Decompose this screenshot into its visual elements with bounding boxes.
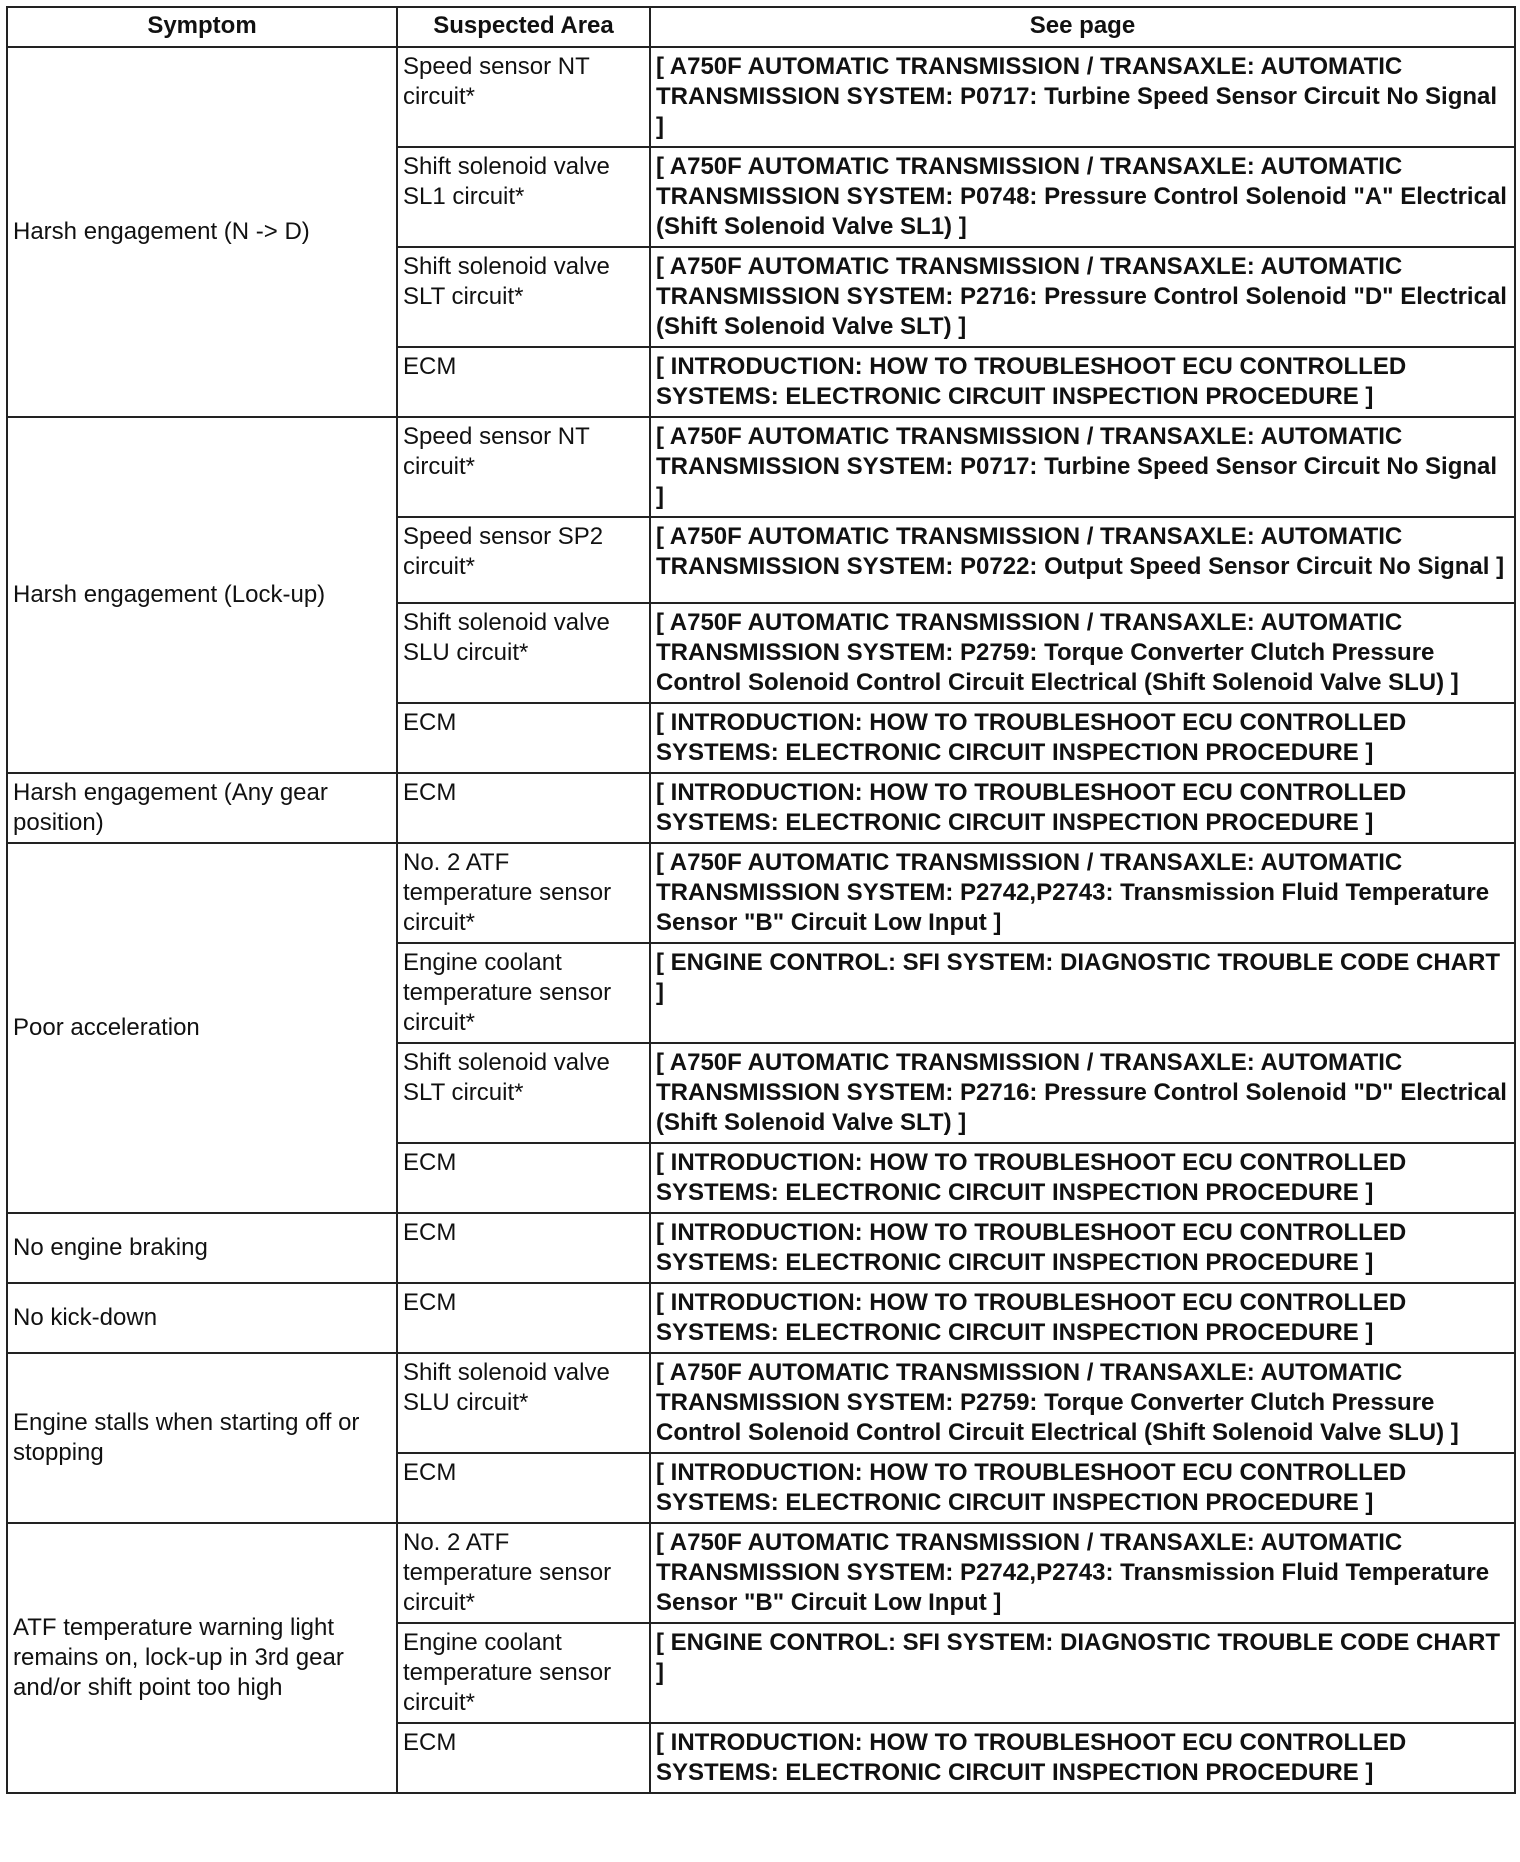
see-page-link[interactable]: [ ENGINE CONTROL: SFI SYSTEM: DIAGNOSTIC TROUBLE CODE CHART ] [650,943,1515,1043]
suspected-area-cell: Engine coolant temperature sensor circuit* [397,1623,650,1723]
suspected-area-cell: Speed sensor NT circuit* [397,47,650,147]
see-page-link[interactable]: [ INTRODUCTION: HOW TO TROUBLESHOOT ECU CONTROLLED SYSTEMS: ELECTRONIC CIRCUIT INSPECTION PROCEDURE ] [650,1723,1515,1793]
table-row [7,843,1515,943]
table-row [7,47,1515,147]
table-row [7,773,1515,843]
see-page-link[interactable]: [ INTRODUCTION: HOW TO TROUBLESHOOT ECU CONTROLLED SYSTEMS: ELECTRONIC CIRCUIT INSPECTION PROCEDURE ] [650,1453,1515,1523]
see-page-link[interactable]: [ A750F AUTOMATIC TRANSMISSION / TRANSAXLE: AUTOMATIC TRANSMISSION SYSTEM: P2759: Torque Converter Clutch Pressure Control Solenoid Control Circuit Electrical (Shift Solenoid Valve SLU) ] [650,1353,1515,1453]
table-body [7,47,1515,1793]
symptom-cell: Engine stalls when starting off or stopping [7,1353,397,1523]
suspected-area-cell: ECM [397,1143,650,1213]
see-page-link[interactable]: [ INTRODUCTION: HOW TO TROUBLESHOOT ECU CONTROLLED SYSTEMS: ELECTRONIC CIRCUIT INSPECTION PROCEDURE ] [650,1283,1515,1353]
see-page-link[interactable]: [ ENGINE CONTROL: SFI SYSTEM: DIAGNOSTIC TROUBLE CODE CHART ] [650,1623,1515,1723]
see-page-link[interactable]: [ INTRODUCTION: HOW TO TROUBLESHOOT ECU CONTROLLED SYSTEMS: ELECTRONIC CIRCUIT INSPECTION PROCEDURE ] [650,703,1515,773]
suspected-area-cell: No. 2 ATF temperature sensor circuit* [397,843,650,943]
symptom-cell: Poor acceleration [7,843,397,1213]
table-row [7,1283,1515,1353]
see-page-link[interactable]: [ A750F AUTOMATIC TRANSMISSION / TRANSAXLE: AUTOMATIC TRANSMISSION SYSTEM: P2716: Pressure Control Solenoid "D" Electrical (Shift Solenoid Valve SLT) ] [650,247,1515,347]
suspected-area-cell: No. 2 ATF temperature sensor circuit* [397,1523,650,1623]
suspected-area-cell: Engine coolant temperature sensor circuit* [397,943,650,1043]
symptom-cell: Harsh engagement (N -> D) [7,47,397,417]
table-row [7,1523,1515,1623]
suspected-area-cell: Shift solenoid valve SLU circuit* [397,1353,650,1453]
suspected-area-cell: Speed sensor SP2 circuit* [397,517,650,603]
see-page-link[interactable]: [ INTRODUCTION: HOW TO TROUBLESHOOT ECU CONTROLLED SYSTEMS: ELECTRONIC CIRCUIT INSPECTION PROCEDURE ] [650,1213,1515,1283]
see-page-link[interactable]: [ A750F AUTOMATIC TRANSMISSION / TRANSAXLE: AUTOMATIC TRANSMISSION SYSTEM: P2742,P2743: Transmission Fluid Temperature Sensor "B" Circuit Low Input ] [650,843,1515,943]
see-page-link[interactable]: [ A750F AUTOMATIC TRANSMISSION / TRANSAXLE: AUTOMATIC TRANSMISSION SYSTEM: P2716: Pressure Control Solenoid "D" Electrical (Shift Solenoid Valve SLT) ] [650,1043,1515,1143]
see-page-link[interactable]: [ INTRODUCTION: HOW TO TROUBLESHOOT ECU CONTROLLED SYSTEMS: ELECTRONIC CIRCUIT INSPECTION PROCEDURE ] [650,1143,1515,1213]
header-symptom: Symptom [7,7,397,47]
table-row [7,1353,1515,1453]
header-see-page: See page [650,7,1515,47]
table-row [7,417,1515,517]
troubleshooting-table [6,6,1516,1794]
suspected-area-cell: ECM [397,347,650,417]
suspected-area-cell: ECM [397,1453,650,1523]
header-suspected-area: Suspected Area [397,7,650,47]
see-page-link[interactable]: [ A750F AUTOMATIC TRANSMISSION / TRANSAXLE: AUTOMATIC TRANSMISSION SYSTEM: P0717: Turbine Speed Sensor Circuit No Signal ] [650,417,1515,517]
suspected-area-cell: Shift solenoid valve SLU circuit* [397,603,650,703]
suspected-area-cell: ECM [397,1213,650,1283]
symptom-cell: Harsh engagement (Lock-up) [7,417,397,773]
symptom-cell: No engine braking [7,1213,397,1283]
symptom-cell: No kick-down [7,1283,397,1353]
suspected-area-cell: Shift solenoid valve SLT circuit* [397,1043,650,1143]
suspected-area-cell: ECM [397,1723,650,1793]
see-page-link[interactable]: [ A750F AUTOMATIC TRANSMISSION / TRANSAXLE: AUTOMATIC TRANSMISSION SYSTEM: P0722: Output Speed Sensor Circuit No Signal ] [650,517,1515,603]
see-page-link[interactable]: [ A750F AUTOMATIC TRANSMISSION / TRANSAXLE: AUTOMATIC TRANSMISSION SYSTEM: P0717: Turbine Speed Sensor Circuit No Signal ] [650,47,1515,147]
see-page-link[interactable]: [ INTRODUCTION: HOW TO TROUBLESHOOT ECU CONTROLLED SYSTEMS: ELECTRONIC CIRCUIT INSPECTION PROCEDURE ] [650,773,1515,843]
symptom-cell: Harsh engagement (Any gear position) [7,773,397,843]
see-page-link[interactable]: [ A750F AUTOMATIC TRANSMISSION / TRANSAXLE: AUTOMATIC TRANSMISSION SYSTEM: P2759: Torque Converter Clutch Pressure Control Solenoid Control Circuit Electrical (Shift Solenoid Valve SLU) ] [650,603,1515,703]
suspected-area-cell: ECM [397,703,650,773]
header-row [7,7,1515,47]
see-page-link[interactable]: [ A750F AUTOMATIC TRANSMISSION / TRANSAXLE: AUTOMATIC TRANSMISSION SYSTEM: P0748: Pressure Control Solenoid "A" Electrical (Shift Solenoid Valve SL1) ] [650,147,1515,247]
suspected-area-cell: ECM [397,773,650,843]
table-row [7,1213,1515,1283]
suspected-area-cell: Shift solenoid valve SL1 circuit* [397,147,650,247]
suspected-area-cell: Speed sensor NT circuit* [397,417,650,517]
suspected-area-cell: Shift solenoid valve SLT circuit* [397,247,650,347]
suspected-area-cell: ECM [397,1283,650,1353]
symptom-cell: ATF temperature warning light remains on, lock-up in 3rd gear and/or shift point too high [7,1523,397,1793]
see-page-link[interactable]: [ INTRODUCTION: HOW TO TROUBLESHOOT ECU CONTROLLED SYSTEMS: ELECTRONIC CIRCUIT INSPECTION PROCEDURE ] [650,347,1515,417]
see-page-link[interactable]: [ A750F AUTOMATIC TRANSMISSION / TRANSAXLE: AUTOMATIC TRANSMISSION SYSTEM: P2742,P2743: Transmission Fluid Temperature Sensor "B" Circuit Low Input ] [650,1523,1515,1623]
